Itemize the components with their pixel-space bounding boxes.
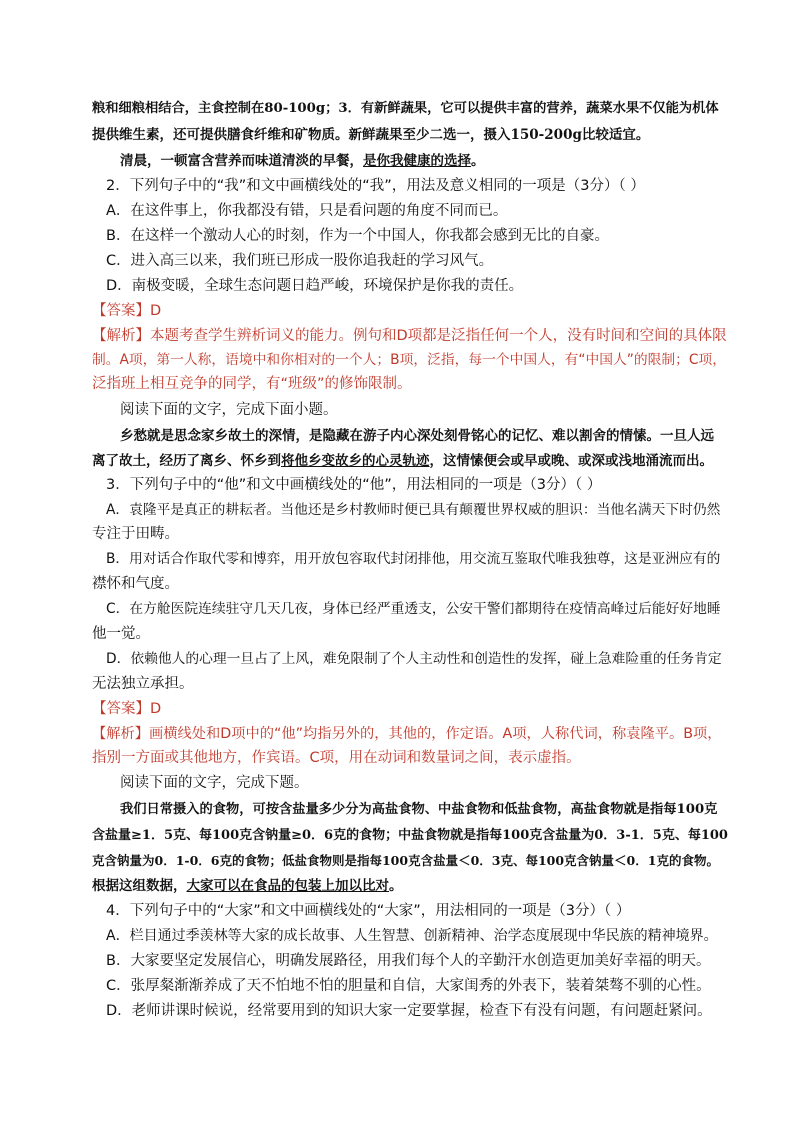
- question-2-option-c: C．进入高三以来，我们班已形成一股你追我赶的学习风气。: [106, 253, 494, 269]
- underlined-phrase: 将他乡变故乡的心灵轨迹: [281, 453, 430, 469]
- question-2-analysis: [92, 326, 727, 346]
- passage3-text: 根据这组数据，: [92, 878, 187, 894]
- analysis-label: 【解析】: [92, 726, 150, 742]
- question-2-option-b: B．在这样一个激动人心的时刻，作为一个中国人，你我都会感到无比的自豪。: [106, 228, 609, 244]
- analysis-text: 画横线处和D项中的“他”均指另外的，其他的，作定语。A项，人称代词，称袁隆平。B项，: [149, 726, 722, 742]
- passage3-line: 含盐量≥1．5克、每100克含钠量≥0．6克的食物；中盐食物就是指每100克含盐量为0．3-1．5克、每100: [92, 828, 728, 843]
- question-4-stem: 4．下列句子中的“大家”和文中画横线处的“大家”，用法相同的一项是（3分）（ ）: [106, 903, 631, 919]
- question-3-option-b-cont: 襟怀和气度。: [92, 576, 179, 592]
- question-3-option-d: D．依赖他人的心理一旦占了上风，难免限制了个人主动性和创造性的发挥，碰上急难险重的任务肯定: [106, 651, 722, 667]
- question-2-analysis-line: 制。A项，第一人称，语境中和你相对的一个人；B项，泛指，每一个中国人，有“中国人”的限制；C项，: [92, 352, 726, 368]
- answer-value: D: [150, 701, 162, 717]
- answer-label: 【答案】: [92, 303, 150, 319]
- reading-instruction: 阅读下面的文字，完成下题。: [120, 775, 309, 791]
- question-2-answer: [92, 301, 161, 321]
- question-3-option-c-cont: 他一觉。: [92, 626, 150, 642]
- passage3-line: [92, 876, 403, 896]
- passage2-line: 乡愁就是思念家乡故土的深情，是隐藏在游子内心深处刻骨铭心的记忆、难以割舍的情愫。一旦人远: [120, 428, 714, 444]
- passage3-text: 。: [389, 878, 403, 894]
- answer-value: D: [150, 303, 162, 319]
- passage2-line: [92, 451, 713, 471]
- passage1-line: 提供维生素，还可提供膳食纤维和矿物质。新鲜蔬果至少二选一，摄入150-200g比较适宜。: [92, 127, 650, 143]
- passage1-text: 清晨，一顿富含营养而味道清淡的早餐，: [120, 153, 363, 169]
- passage1-text: 。: [471, 153, 485, 169]
- passage2-text: 离了故土，经历了离乡、怀乡到: [92, 453, 281, 469]
- question-3-analysis-line: 指别一方面或其他地方，作宾语。C项，用在动词和数量词之间，表示虚指。: [92, 750, 581, 766]
- question-4-option-d: D．老师讲课时候说，经常要用到的知识大家一定要掌握，检查下有没有问题，有问题赶紧问。: [106, 1003, 712, 1019]
- underlined-phrase: 是你我健康的选择: [363, 153, 471, 169]
- question-3-option-d-cont: 无法独立承担。: [92, 676, 194, 692]
- question-3-option-a: A．袁隆平是真正的耕耘者。当他还是乡村教师时便已具有颠覆世界权威的胆识：当他名满天下时仍然: [106, 502, 721, 518]
- passage2-text: ，这情愫便会或早或晚、或深或浅地涌流而出。: [429, 453, 713, 469]
- question-2-stem: 2．下列句子中的“我”和文中画横线处的“我”，用法及意义相同的一项是（3分）（ ）: [106, 178, 645, 194]
- answer-label: 【答案】: [92, 701, 150, 717]
- question-2-analysis-line: 泛指班上相互竞争的同学，有“班级”的修饰限制。: [92, 376, 412, 392]
- passage3-line: 克含钠量为0．1-0．6克的食物；低盐食物则是指每100克含盐量＜0．3克、每100克含钠量＜0．1克的食物。: [92, 853, 719, 868]
- question-3-analysis: [92, 724, 722, 744]
- passage1-line: 粮和细粮相结合，主食控制在80-100g；3．有新鲜蔬果，它可以提供丰富的营养，蔬菜水果不仅能为机体: [92, 101, 719, 116]
- question-3-stem: 3．下列句子中的“他”和文中画横线处的“他”，用法相同的一项是（3分）（ ）: [106, 477, 602, 493]
- question-3-answer: [92, 699, 161, 719]
- question-3-option-b: B．用对话合作取代零和博弈，用开放包容取代封闭排他，用交流互鉴取代唯我独尊，这是亚洲应有的: [106, 551, 721, 567]
- underlined-phrase: 大家可以在食品的包装上加以比对: [186, 878, 389, 894]
- reading-instruction: 阅读下面的文字，完成下面小题。: [120, 402, 338, 418]
- question-4-option-b: B．大家要坚定发展信心，明确发展路径，用我们每个人的辛勤汗水创造更加美好幸福的明天。: [106, 953, 711, 969]
- passage3-line: 我们日常摄入的食物，可按含盐量多少分为高盐食物、中盐食物和低盐食物，高盐食物就是指每100克: [120, 802, 718, 817]
- question-4-option-c: C．张厚粲渐渐养成了天不怕地不怕的胆量和自信，大家闺秀的外表下，装着桀骜不驯的心性。: [106, 978, 711, 994]
- question-4-option-a: A．栏目通过季羡林等大家的成长故事、人生智慧、创新精神、治学态度展现中华民族的精神境界。: [106, 928, 718, 944]
- analysis-label: 【解析】: [92, 328, 150, 344]
- passage1-line: [120, 151, 485, 171]
- question-2-option-d: D．南极变暖，全球生态问题日趋严峻，环境保护是你我的责任。: [106, 278, 524, 294]
- analysis-text: 本题考查学生辨析词义的能力。例句和D项都是泛指任何一个人，没有时间和空间的具体限: [150, 328, 727, 344]
- question-3-option-c: C．在方舱医院连续驻守几天几夜，身体已经严重透支，公安干警们都期待在疫情高峰过后能好好地睡: [106, 601, 721, 617]
- question-3-option-a-cont: 专注于田畴。: [92, 526, 179, 542]
- question-2-option-a: A．在这件事上，你我都没有错，只是看问题的角度不同而已。: [106, 203, 508, 219]
